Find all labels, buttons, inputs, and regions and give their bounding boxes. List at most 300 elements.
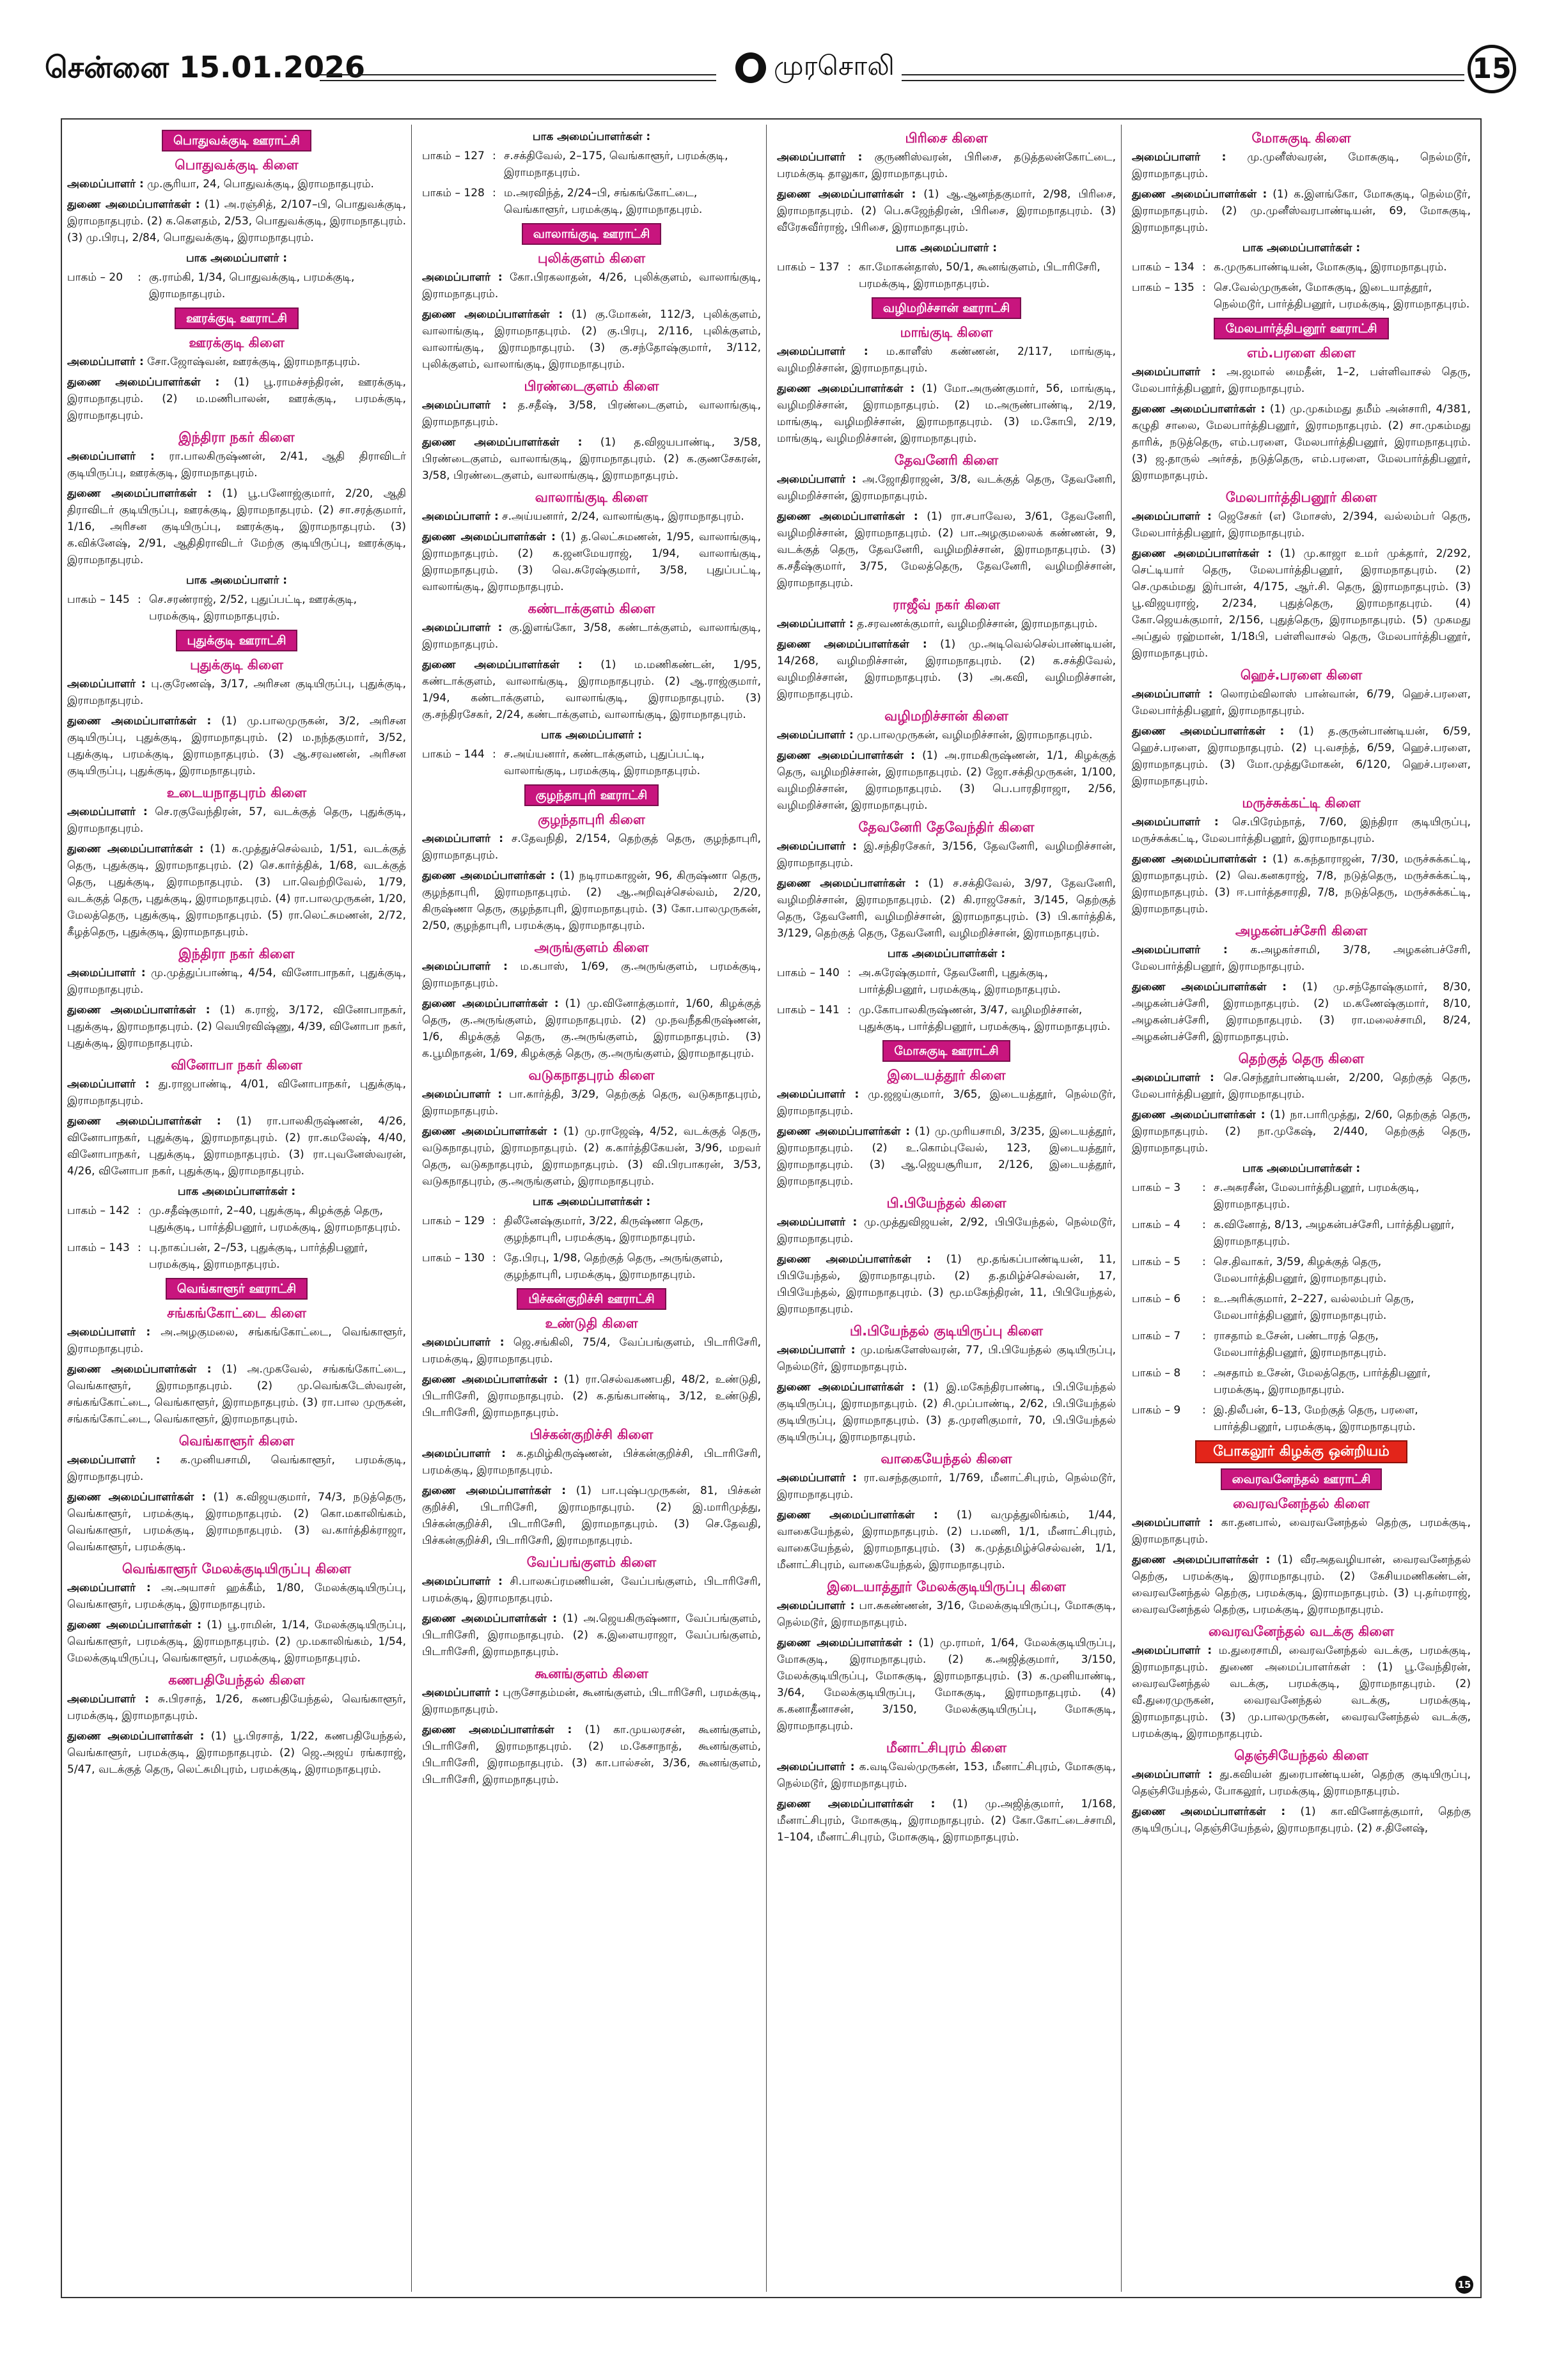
officer-role-label: துணை அமைப்பாளர்கள் : — [777, 188, 916, 201]
officer-entry — [67, 1452, 406, 1485]
officer-details: (1) பூ.ராமச்சந்திரன், ஊரக்குடி, இராமநாதபுரம். (2) ம.மணிபாலன், ஊரக்குடி, பரமக்குடி, இராமநாதபுரம். — [67, 376, 406, 422]
booth-number: பாகம் – 4 — [1132, 1218, 1181, 1231]
officer-role-label: துணை அமைப்பாளர்கள் : — [67, 1115, 221, 1128]
officer-role-label: துணை அமைப்பாளர்கள் : — [777, 1509, 938, 1521]
footer-page-number: 15 — [1455, 2276, 1473, 2294]
officer-role-label: அமைப்பாளர் : — [422, 1447, 506, 1460]
officer-details: மு.ஜஜய்குமார், 3/65, இடையத்தூர், நெல்மடூர், இராமநாதபுரம். — [777, 1088, 1116, 1117]
officer-details: (1) ஆ.ஆனந்தகுமார், 2/98, பிரிசை, இராமநாதபுரம். (2) பெ.சுஜேந்திரன், பிரிசை, இராமநாதபுரம். (3) வீரேசுவீர்ராஜ், பிரிசை, இராமநாதபுரம். — [777, 188, 1116, 234]
officer-entry — [1132, 1642, 1471, 1742]
union-heading: போகலூர் கிழக்கு ஒன்றியம் — [1195, 1440, 1407, 1463]
officer-entry — [67, 1728, 406, 1778]
panchayat-heading: மோசுகுடி ஊராட்சி — [882, 1040, 1010, 1062]
officer-entry — [777, 1379, 1116, 1445]
officer-entry — [777, 636, 1116, 703]
officer-role-label: துணை அமைப்பாளர்கள் : — [422, 1484, 567, 1497]
branch-heading: கண்டாக்குளம் கிளை — [528, 601, 655, 616]
officer-details: (1) அ.ரஞ்சித், 2/107–பி, பொதுவக்குடி, இராமநாதபுரம். (2) க.கௌதம், 2/53, பொதுவக்குடி, இராமநாதபுரம். (3) மு.பிரபு, 2/84, பொதுவக்குடி, இராமநாதபுரம். — [67, 198, 406, 244]
panchayat-heading: வழிமறிச்சான் ஊராட்சி — [872, 297, 1021, 319]
panchayat-heading: பொதுவக்குடி ஊராட்சி — [162, 130, 311, 152]
officer-role-label: அமைப்பாளர் : — [1132, 944, 1228, 956]
officer-role-label: துணை அமைப்பாளர்கள் : — [1132, 1553, 1271, 1566]
booth-separator: : — [1202, 1256, 1206, 1268]
officer-entry — [422, 1445, 761, 1479]
booth-separator: : — [1202, 1404, 1206, 1417]
officer-details: க.முனியசாமி, வெங்காளூர், பரமக்குடி, இராமநாதபுரம். — [67, 1454, 406, 1483]
officer-entry — [1132, 149, 1471, 182]
officer-details: கோ.பிரகலாதன், 4/26, புலிக்குளம், வாலாங்குடி, இராமநாதபுரம். — [422, 271, 761, 300]
officer-role-label: அமைப்பாளர் : — [422, 1336, 505, 1349]
officer-role-label: துணை அமைப்பாளர்கள் : — [422, 1125, 558, 1138]
booth-officer-details: மு.கோபாலகிருஷ்ணன், 3/47, வழிமறிச்சான், புதுக்குடி, பார்த்திபனூர், பரமக்குடி, இராமநாதபுரம். — [859, 1004, 1111, 1033]
panchayat-heading: ஊரக்குடி ஊராட்சி — [175, 307, 299, 329]
officer-role-label: துணை அமைப்பாளர்கள் : — [67, 1619, 202, 1631]
officer-role-label: அமைப்பாளர் : — [1132, 688, 1213, 701]
officer-role-label: துணை அமைப்பாளர்கள் : — [1132, 188, 1267, 201]
booth-entry — [67, 591, 406, 625]
officer-role-label: அமைப்பாளர் : — [422, 1575, 503, 1588]
branch-heading: வைரவனேந்தல் வடக்கு கிளை — [1208, 1624, 1395, 1639]
booth-number: பாகம் – 145 — [67, 593, 130, 606]
officer-details: மு.முத்துவிஜயன், 2/92, பிபியேந்தல், நெல்மடூர், இராமநாதபுரம். — [777, 1216, 1116, 1245]
officer-entry — [1132, 979, 1471, 1045]
officer-details: (1) மு.காஜா உமர் முக்தார், 2/292, செட்டியார் தெரு, மேலபார்த்திபனூர், இராமநாதபுரம். (2) செ.முகம்மது இர்பான், 4/175, ஆர்.சி. தெரு, இராமநாதபுரம். (3) பூ.விஜயராஜ், 2/234, புதுத்தெரு, இராமநாதபுரம். (4) கோ.ஜெயக்குமார், 2/156, புதுத்தெரு, இராமநாதபுரம். (5) முகமது அப்துல் ரஹ்மான், 1/18பி, பள்ளிவாசல் தெரு, மேலபார்த்திபனூர், இராமநாதபுரம். — [1132, 547, 1471, 660]
officer-entry — [777, 1635, 1116, 1734]
officer-entry — [67, 1580, 406, 1613]
officer-entry — [777, 875, 1116, 942]
column-1 — [67, 125, 406, 2292]
officer-entry — [422, 958, 761, 992]
column-divider — [766, 125, 767, 2292]
officer-role-label: துணை அமைப்பாளர்கள் : — [67, 198, 200, 211]
section-subheading: பாக அமைப்பாளர்கள் : — [532, 1195, 651, 1208]
branch-heading: பிரண்டைகுளம் கிளை — [524, 378, 659, 394]
booth-entry — [777, 1002, 1116, 1035]
branch-heading: பி.பியேந்தல் குடியிருப்பு கிளை — [850, 1323, 1043, 1339]
officer-details: (1) க.முத்துச்செல்வம், 1/51, வடக்குத் தெரு, புதுக்குடி, இராமநாதபுரம். (2) செ.கார்த்திக், 1/68, வடக்குத் தெரு, புதுக்குடி, இராமநாதபுரம். (3) பா.வெற்றிவேல், 1/79, வடக்குத் தெரு, புதுக்குடி, இராமநாதபுரம். (4) ரா.பாலமுருகன், 1/20, மேலத்தெரு, புதுக்குடி, இராமநாதபுரம். (5) ரா.லெட்சுமணன், 2/72, கீழத்தெரு, புதுக்குடி, இராமநாதபுரம். — [67, 843, 406, 938]
booth-entry — [67, 269, 406, 302]
branch-heading: வெங்காளூர் கிளை — [178, 1433, 295, 1449]
officer-entry — [777, 1342, 1116, 1375]
branch-heading: பிரிசை கிளை — [905, 130, 988, 146]
officer-entry — [67, 1489, 406, 1555]
officer-entry — [1132, 186, 1471, 236]
officer-details: செ.ரகுவேந்திரன், 57, வடக்குத் தெரு, புதுக்குடி, இராமநாதபுரம். — [67, 805, 406, 835]
officer-role-label: துணை அமைப்பாளர்கள் : — [422, 997, 559, 1010]
officer-details: மு.முத்துப்பாண்டி, 4/54, வினோபாநகர், புதுக்குடி, இராமநாதபுரம். — [67, 967, 406, 996]
booth-entry — [422, 185, 761, 218]
branch-heading: கூனங்குளம் கிளை — [535, 1666, 648, 1681]
officer-entry — [777, 380, 1116, 447]
booth-entry — [1132, 1291, 1471, 1324]
officer-details: ச.தேவநிதி, 2/154, தெற்குத் தெரு, குழந்தாபுரி, இராமநாதபுரம். — [422, 832, 761, 862]
officer-role-label: துணை அமைப்பாளர்கள் : — [422, 308, 563, 321]
officer-entry — [777, 471, 1116, 504]
officer-entry — [422, 867, 761, 934]
officer-details: சோ.ஜோஷ்வன், ஊரக்குடி, இராமநாதபுரம். — [143, 355, 361, 368]
booth-number: பாகம் – 5 — [1132, 1256, 1181, 1268]
officer-details: (1) மு.ராஜேஷ், 4/52, வடக்குத் தெரு, வடுகநாதபுரம், இராமநாதபுரம். (2) க.கார்த்திகேயன், 3/96, மறவர் தெரு, வடுகநாதபுரம், இராமநாதபுரம். (3) வி.பிரபாகரன், 3/53, வடுகநாதபுரம், கு.அருங்குளம், இராமநாதபுரம். — [422, 1125, 761, 1188]
officer-role-label: அமைப்பாளர் : — [67, 1326, 151, 1339]
officer-details: (1) ம.மணிகண்டன், 1/95, கண்டாக்குளம், வாலாங்குடி, இராமநாதபுரம். (2) ஆ.ராஜ்குமார், 1/94, கண்டாக்குளம், வாலாங்குடி, இராமநாதபுரம். (3) கு.சந்திரசேகர், 2/24, கண்டாக்குளம், வாலாங்குடி, இராமநாதபுரம். — [422, 658, 761, 721]
booth-number: பாகம் – 128 — [422, 187, 485, 199]
booth-officer-details: ச.சக்திவேல், 2–175, வெங்காளூர், பரமக்குடி, இராமநாதபுரம். — [504, 150, 728, 179]
officer-role-label: அமைப்பாளர் : — [67, 178, 144, 191]
branch-heading: வினோபா நகர் கிளை — [171, 1057, 302, 1073]
officer-details: (1) த.லெட்சுமணன், 1/95, வாலாங்குடி, இராமநாதபுரம். (2) க.ஜனமேயராஜ், 1/94, வாலாங்குடி, இராமநாதபுரம். (3) வெ.சுரேஷ்குமார், 3/58, புதுப்பட்டி, வாலாங்குடி, இராமநாதபுரம். — [422, 531, 761, 593]
booth-officer-details: தே.பிரபு, 1/98, தெற்குத் தெரு, அருங்குளம், குழந்தாபுரி, பரமக்குடி, இராமநாதபுரம். — [504, 1252, 723, 1281]
officer-role-label: அமைப்பாளர் : — [422, 960, 508, 973]
officer-role-label: துணை அமைப்பாளர்கள் : — [67, 1363, 212, 1376]
booth-entry — [67, 1202, 406, 1236]
booth-entry — [1132, 1328, 1471, 1361]
officer-details: ம.காளீஸ் கண்ணன், 2/117, மாங்குடி, வழிமறிச்சான், இராமநாதபுரம். — [777, 345, 1116, 375]
officer-role-label: துணை அமைப்பாளர்கள் : — [67, 715, 212, 727]
officer-role-label: துணை அமைப்பாளர்கள் : — [422, 1373, 558, 1386]
officer-entry — [777, 149, 1116, 182]
officer-role-label: அமைப்பாளர் : — [1132, 816, 1219, 828]
booth-separator: : — [137, 271, 141, 284]
officer-details: த.சரவணக்குமார், வழிமறிச்சான், இராமநாதபுரம். — [853, 618, 1098, 630]
officer-entry — [422, 1371, 761, 1421]
officer-entry — [67, 1691, 406, 1724]
booth-separator: : — [1202, 1367, 1206, 1380]
officer-role-label: அமைப்பாளர் : — [422, 271, 503, 284]
booth-separator: : — [1202, 281, 1206, 294]
officer-details: மு.பாலமுருகன், வழிமறிச்சான், இராமநாதபுரம். — [853, 729, 1093, 742]
officer-entry — [422, 269, 761, 302]
officer-role-label: துணை அமைப்பாளர்கள் : — [1132, 403, 1265, 416]
officer-details: லொரம்விலாஸ் பான்வான், 6/79, ஹெச்.பரளை, மேலபார்த்திபனூர், இராமநாதபுரம். — [1132, 688, 1471, 717]
officer-details: பா.சுகண்ணன், 3/16, மேலக்குடியிருப்பு, மோசுகுடி, நெல்மடூர், இராமநாதபுரம். — [777, 1599, 1116, 1629]
officer-role-label: அமைப்பாளர் : — [67, 678, 146, 690]
officer-role-label: துணை அமைப்பாளர்கள் : — [777, 877, 920, 890]
officer-details: க.அழகர்சாமி, 3/78, அழகன்பச்சேரி, மேலபார்த்திபனூர், இராமநாதபுரம். — [1132, 944, 1471, 973]
column-2 — [422, 125, 761, 2292]
officer-details: (1) மூ.தங்கப்பாண்டியன், 11, பிபியேந்தல், இராமநாதபுரம். (2) த.தமிழ்ச்செல்வன், 17, பிபியேந்தல், இராமநாதபுரம். (3) மூ.மகேந்திரன், 11, பிபியேந்தல், இராமநாதபுரம். — [777, 1253, 1116, 1316]
officer-entry — [1132, 364, 1471, 397]
booth-officer-details: ராசதாம் உசேன், பண்டாரத் தெரு, மேலபார்த்திபனூர், இராமநாதபுரம். — [1214, 1330, 1387, 1359]
section-subheading: பாக அமைப்பாளர்கள் : — [532, 130, 651, 143]
branch-heading: வாகையேந்தல் கிளை — [881, 1451, 1012, 1466]
officer-entry — [1132, 723, 1471, 789]
officer-details: (1) மு.பாலமுருகன், 3/2, அரிசன குடியிருப்பு, புதுக்குடி, இராமநாதபுரம். (2) ம.நந்தகுமார், 3/52, புதுக்குடி, பரமக்குடி, இராமநாதபுரம். (3) ஆ.சரவணன், அரிசன குடியிருப்பு, புதுக்குடி, இராமநாதபுரம். — [67, 715, 406, 777]
officer-role-label: அமைப்பாளர் : — [777, 729, 854, 742]
officer-entry — [1132, 814, 1471, 847]
officer-details: (1) பூ.பனோஜ்குமார், 2/20, ஆதி திராவிடர் குடியிருப்பு, ஊரக்குடி, இராமநாதபுரம். (2) சா.சரத்குமார், 1/16, அரிசன குடியிருப்பு, ஊரக்குடி, இராமநாதபுரம். (3) க.விக்னேஷ், 2/91, ஆதிதிராவிடர் மேற்கு குடியிருப்பு, ஊரக்குடி, இராமநாதபுரம். — [67, 487, 406, 566]
booth-officer-details: செ.வேல்முருகன், மோசுகுடி, இடையாத்தூர், நெல்மடூர், பார்த்திபனூர், பரமக்குடி, இராமநாதபுரம். — [1214, 281, 1470, 311]
officer-entry — [1132, 508, 1471, 541]
officer-details: (1) மோ.அருண்குமார், 56, மாங்குடி, வழிமறிச்சான், இராமநாதபுரம். (2) ம.அருண்பாண்டி, 2/19, மாங்குடி, வழிமறிச்சான், இராமநாதபுரம். (3) ம.கோபி, 2/19, மாங்குடி, வழிமறிச்சான், இராமநாதபுரம். — [777, 382, 1116, 445]
officer-role-label: அமைப்பாளர் : — [422, 832, 504, 845]
officer-details: (1) த.குருன்பாண்டியன், 6/59, ஹெச்.பரளை, இராமநாதபுரம். (2) பு.வசந்த், 6/59, ஹெச்.பரளை, இராமநாதபுரம். (3) மோ.முத்துமோகன், 6/120, ஹெச்.பரளை, இராமநாதபுரம். — [1132, 725, 1471, 788]
booth-number: பாகம் – 6 — [1132, 1293, 1181, 1305]
officer-entry — [1132, 1514, 1471, 1548]
booth-entry — [67, 1240, 406, 1273]
booth-separator: : — [137, 1241, 141, 1254]
officer-role-label: துணை அமைப்பாளர்கள் : — [777, 749, 915, 762]
booth-officer-details: அசதாம் உசேன், மேலத்தெரு, பார்த்திபனூர், பரமக்குடி, இராமநாதபுரம். — [1214, 1367, 1431, 1396]
officer-role-label: துணை அமைப்பாளர்கள் : — [67, 843, 204, 855]
officer-entry — [1132, 1107, 1471, 1156]
officer-details: ச.அய்யனார், 2/24, வாலாங்குடி, இராமநாதபுரம். — [498, 510, 744, 523]
officer-details: ரா.பாலகிருஷ்ணன், 2/41, ஆதி திராவிடர் குடியிருப்பு, ஊரக்குடி, இராமநாதபுரம். — [67, 450, 406, 479]
officer-role-label: அமைப்பாளர் : — [777, 1344, 856, 1357]
officer-role-label: அமைப்பாளர் : — [777, 1599, 855, 1612]
officer-entry — [1132, 1552, 1471, 1618]
officer-role-label: துணை அமைப்பாளர்கள் : — [67, 1730, 205, 1743]
officer-role-label: அமைப்பாளர் : — [422, 510, 499, 523]
booth-number: பாகம் – 142 — [67, 1204, 130, 1217]
section-subheading: பாக அமைப்பாளர்கள் : — [177, 1185, 296, 1198]
branch-heading: தெற்குத் தெரு கிளை — [1238, 1051, 1365, 1066]
officer-role-label: துணை அமைப்பாளர்கள் : — [422, 1612, 557, 1625]
booth-separator: : — [1202, 261, 1206, 274]
officer-details: (1) மு.அஜித்குமார், 1/168, மீனாட்சிபுரம், மோசுகுடி, இராமநாதபுரம். (2) கோ.கோட்டைச்சாமி, 1–104, மீனாட்சிபுரம், மோசுகுடி, இராமநாதபுரம். — [777, 1798, 1116, 1844]
masthead — [38, 45, 1512, 109]
officer-entry — [67, 1076, 406, 1109]
booth-number: பாகம் – 143 — [67, 1241, 130, 1254]
booth-number: பாகம் – 9 — [1132, 1404, 1181, 1417]
officer-entry — [422, 1123, 761, 1190]
officer-entry — [422, 619, 761, 653]
officer-entry — [67, 1361, 406, 1427]
booth-separator: : — [1202, 1293, 1206, 1305]
officer-details: (1) வமுத்துலிங்கம், 1/44, வாகையேந்தல், இராமநாதபுரம். (2) ப.மணி, 1/1, மீனாட்சிபுரம், வாகையேந்தல், இராமநாதபுரம். (3) க.முத்தமிழ்ச்செல்வன், 1/1, மீனாட்சிபுரம், வாகையேந்தல், இராமநாதபுரம். — [777, 1509, 1116, 1571]
officer-entry — [777, 1796, 1116, 1846]
officer-role-label: அமைப்பாளர் : — [777, 473, 857, 486]
branch-heading: உடையநாதபுரம் கிளை — [166, 785, 307, 800]
panchayat-heading: வாலாங்குடி ஊராட்சி — [522, 223, 662, 245]
officer-entry — [422, 1086, 761, 1119]
officer-entry — [1132, 545, 1471, 662]
branch-heading: கணபதியேந்தல் கிளை — [168, 1672, 305, 1688]
branch-heading: மீனாட்சிபுரம் கிளை — [886, 1740, 1007, 1755]
officer-role-label: துணை அமைப்பாளர்கள் : — [1132, 853, 1267, 866]
officer-details: (1) இ.மகேந்திரபாண்டி, பி.பியேந்தல் குடியிருப்பு, இராமநாதபுரம். (2) சி.முப்பாண்டி, 2/62, பி.பியேந்தல் குடியிருப்பு, இராமநாதபுரம். (3) த.முரளிகுமார், 70, பி.பியேந்தல் குடியிருப்பு, இராமநாதபுரம். — [777, 1381, 1116, 1443]
booth-entry — [422, 1213, 761, 1246]
officer-details: (1) பூ.பிரசாத், 1/22, கணபதியேந்தல், வெங்காளூர், பரமக்குடி, இராமநாதபுரம். (2) ஜெ.அஜய் ரங்கராஜ், 5/47, வடக்குத் தெரு, லெட்சுமிபுரம், பரமக்குடி, இராமநாதபுரம். — [67, 1730, 406, 1776]
officer-details: (1) வீரஅதவழியான், வைரவனேந்தல் தெற்கு, பரமக்குடி, இராமநாதபுரம். (2) கேசியமணிகண்டன், வைரவனேந்தல் தெற்கு, பரமக்குடி, இராமநாதபுரம். (3) பு.தர்மராஜ், வைரவனேந்தல் தெற்கு, பரமக்குடி, இராமநாதபுரம். — [1132, 1553, 1471, 1616]
officer-role-label: துணை அமைப்பாளர்கள் : — [1132, 1805, 1286, 1818]
officer-details: க.தமிழ்கிருஷ்ணன், பிச்கன்குறிச்சி, பிடாரிசேரி, பரமக்குடி, இராமநாதபுரம். — [422, 1447, 761, 1477]
officer-entry — [422, 508, 761, 525]
officer-role-label: அமைப்பாளர் : — [1132, 1516, 1214, 1529]
officer-details: (1) அ.முகவேல், சங்கங்கோட்டை, வெங்காளூர், இராமநாதபுரம். (2) மு.வெங்கடேஸ்வரன், சங்கங்கோட்டை, வெங்காளூர், இராமநாதபுரம். (3) ரா.பால முருகன், சங்கங்கோட்டை, வெங்காளூர், இராமநாதபுரம். — [67, 1363, 406, 1426]
officer-role-label: துணை அமைப்பாளர்கள் : — [422, 436, 583, 449]
officer-details: (1) மு.சந்தோஷ்குமார், 8/30, அழகன்பச்சேரி, இராமநாதபுரம். (2) ம.கணேஷ்குமார், 8/10, அழகன்பச்சேரி, இராமநாதபுரம். (3) ரா.மலைச்சாமி, 8/24, அழகன்பச்சேரி, இராமநாதபுரம். — [1132, 981, 1471, 1043]
officer-role-label: அமைப்பாளர் : — [777, 1088, 859, 1101]
officer-details: சு.பிரசாத், 1/26, கணபதியேந்தல், வெங்காளூர், பரமக்குடி, இராமநாதபுரம். — [67, 1693, 406, 1722]
panchayat-heading: வெங்காளூர் ஊராட்சி — [166, 1278, 308, 1300]
officer-role-label: அமைப்பாளர் : — [1132, 510, 1212, 523]
officer-details: (1) கு.மோகன், 112/3, புலிக்குளம், வாலாங்குடி, இராமநாதபுரம். (2) கு.பிரபு, 2/116, புலிக்குளம், வாலாங்குடி, இராமநாதபுரம். (3) கு.சந்தோஷ்குமார், 3/112, புலிக்குளம், வாலாங்குடி, இராமநாதபுரம். — [422, 308, 761, 371]
branch-heading: உண்டுதி கிளை — [545, 1316, 638, 1331]
officer-entry — [67, 676, 406, 709]
panchayat-heading: குழந்தாபுரி ஊராட்சி — [524, 784, 659, 806]
officer-role-label: அமைப்பாளர் : — [67, 355, 144, 368]
officer-details: (1) க.ராஜ், 3/172, வினோபாநகர், புதுக்குடி, இராமநாதபுரம். (2) வெயிரவிஷ்ணு, 4/39, வினோபா நகர், புதுக்குடி, இராமநாதபுரம். — [67, 1004, 406, 1050]
branch-heading: பொதுவக்குடி கிளை — [175, 157, 299, 173]
booth-entry — [1132, 1179, 1471, 1213]
officer-entry — [67, 1617, 406, 1667]
officer-entry — [422, 434, 761, 484]
officer-role-label: அமைப்பாளர் : — [777, 618, 854, 630]
branch-heading: அருங்குளம் கிளை — [534, 940, 649, 955]
booth-officer-details: ச.அய்யனார், கண்டாக்குளம், புதுப்பட்டி, வாலாங்குடி, பரமக்குடி, இராமநாதபுரம். — [504, 748, 705, 777]
officer-role-label: அமைப்பாளர் : — [777, 1472, 857, 1484]
masthead-rule-left — [320, 74, 716, 81]
officer-role-label: அமைப்பாளர் : — [777, 840, 857, 853]
officer-role-label: துணை அமைப்பாளர்கள் : — [777, 1381, 916, 1394]
booth-officer-details: ச.அசுரசீன், மேலபார்த்திபனூர், பரமக்குடி, இராமநாதபுரம். — [1214, 1181, 1420, 1211]
branch-heading: அழகன்பச்சேரி கிளை — [1235, 923, 1368, 938]
officer-entry — [67, 804, 406, 837]
branch-heading: வடுகநாதபுரம் கிளை — [528, 1068, 655, 1083]
booth-entry — [422, 1250, 761, 1283]
booth-separator: : — [492, 1215, 496, 1227]
officer-entry — [777, 1214, 1116, 1247]
officer-role-label: துணை அமைப்பாளர்கள் : — [67, 1491, 206, 1504]
officer-role-label: துணை அமைப்பாளர்கள் : — [422, 658, 583, 671]
officer-entry — [67, 841, 406, 940]
officer-details: க.வடிவேல்முருகன், 153, மீனாட்சிபுரம், மோசுகுடி, நெல்மடூர், இராமநாதபுரம். — [777, 1761, 1116, 1790]
officer-details: குருணிஸ்வரன், பிரிசை, தடுத்தலன்கோட்டை, பரமக்குடி தாலுகா, இராமநாதபுரம். — [777, 151, 1116, 180]
officer-entry — [777, 1598, 1116, 1631]
branch-heading: பி.பியேந்தல் கிளை — [886, 1195, 1006, 1211]
officer-details: மு.சூரியா, 24, பொதுவக்குடி, இராமநாதபுரம். — [143, 178, 374, 191]
officer-details: து.ராஜபாண்டி, 4/01, வினோபாநகர், புதுக்குடி, இராமநாதபுரம். — [67, 1078, 406, 1107]
officer-details: பு.குரேணஷ், 3/17, அரிசன குடியிருப்பு, புதுக்குடி, இராமநாதபுரம். — [67, 678, 406, 707]
officer-entry — [67, 485, 406, 568]
officer-role-label: அமைப்பாளர் : — [422, 399, 507, 412]
officer-details: (1) மு.முகம்மது தமீம் அன்சாரி, 4/381, கழுதி சாலை, மேலபார்த்திபனூர், இராமநாதபுரம். (2) சா.முகம்மது தாரிக், நடுத்தெரு, எம்.பரளை, மேலபார்த்திபனூர், இராமநாதபுரம். (3) ஜ.தாருல் அர்சத், நடுத்தெரு, எம்.பரளை, மேலபார்த்திபனூர், இராமநாதபுரம். — [1132, 403, 1471, 482]
officer-entry — [1132, 401, 1471, 484]
booth-entry — [1132, 1217, 1471, 1250]
booth-officer-details: திலீனேஷ்குமார், 3/22, கிருஷ்ணா தெரு, குழந்தாபுரி, பரமக்குடி, இராமநாதபுரம். — [504, 1215, 703, 1244]
booth-number: பாகம் – 135 — [1132, 281, 1194, 294]
officer-role-label: துணை அமைப்பாளர்கள் : — [67, 1004, 210, 1016]
officer-entry — [67, 354, 406, 370]
branch-heading: பிச்கன்குறிச்சி கிளை — [529, 1427, 654, 1442]
column-divider — [1121, 125, 1122, 2292]
officer-role-label: அமைப்பாளர் : — [1132, 366, 1216, 378]
officer-details: புருசோதம்மன், கூனங்குளம், பிடாரிசேரி, பரமக்குடி, இராமநாதபுரம். — [422, 1686, 761, 1716]
officer-entry — [422, 1482, 761, 1549]
section-subheading: பாக அமைப்பாளர் : — [895, 242, 998, 254]
officer-entry — [1132, 1766, 1471, 1800]
officer-details: த.சதீஷ், 3/58, பிரண்டைகுளம், வாலாங்குடி, இராமநாதபுரம். — [422, 399, 761, 428]
officer-role-label: துணை அமைப்பாளர்கள் : — [67, 376, 220, 389]
officer-role-label: துணை அமைப்பாளர்கள் : — [1132, 981, 1287, 993]
officer-details: அ.ஜோதிராஜன், 3/8, வடக்குத் தெரு, தேவனேரி, வழிமறிச்சான், இராமநாதபுரம். — [777, 473, 1116, 502]
branch-heading: புலிக்குளம் கிளை — [537, 251, 646, 266]
officer-role-label: துணை அமைப்பாளர்கள் : — [1132, 1108, 1265, 1121]
branch-heading: வழிமறிச்சான் கிளை — [884, 708, 1008, 724]
booth-entry — [422, 148, 761, 181]
booth-officer-details: அ.சுரேஷ்குமார், தேவனேரி, புதுக்குடி, பார்த்திபனூர், பரமக்குடி, இராமநாதபுரம். — [859, 967, 1061, 996]
officer-details: (1) கா.முயலரசன், கூனங்குளம், பிடாரிசேரி, இராமநாதபுரம். (2) ம.கேசாநாத், கூனங்குளம், பிடாரிசேரி, இராமநாதபுரம். (3) கா.பால்சன், 3/36, கூனங்குளம், பிடாரிசேரி, இராமநாதபுரம். — [422, 1723, 761, 1786]
officer-details: ம.துரைசாமி, வைரவனேந்தல் வடக்கு, பரமக்குடி, இராமநாதபுரம். துணை அமைப்பாளர்கள் : (1) பூ.வேந்திரன், வைரவனேந்தல் வடக்கு, பரமக்குடி, இராமநாதபுரம். (2) வீ.துரைமுருகன், வைரவனேந்தல் வடக்கு, பரமக்குடி, இராமநாதபுரம். (3) மு.பாலமுருகன், வைரவனேந்தல் வடக்கு, பரமக்குடி, இராமநாதபுரம். — [1132, 1644, 1471, 1740]
officer-entry — [67, 1002, 406, 1052]
officer-entry — [67, 448, 406, 481]
officer-entry — [777, 616, 1116, 632]
officer-details: (1) பூ.ராமின், 1/14, மேலக்குடியிருப்பு, வெங்காளூர், பரமக்குடி, இராமநாதபுரம். (2) மு.மகாலிங்கம், 1/54, மேலக்குடியிருப்பு, வெங்காளூர், பரமக்குடி, இராமநாதபுரம். — [67, 1619, 406, 1665]
branch-heading: மோசுகுடி கிளை — [1251, 130, 1351, 146]
officer-details: கு.இளங்கோ, 3/58, கண்டாக்குளம், வாலாங்குடி, இராமநாதபுரம். — [422, 621, 761, 651]
officer-entry — [67, 1113, 406, 1179]
officer-details: (1) த.விஜயபாண்டி, 3/58, பிரண்டைகுளம், வாலாங்குடி, இராமநாதபுரம். (2) க.குணசேகரன், 3/58, பிரண்டைகுளம், வாலாங்குடி, இராமநாதபுரம். — [422, 436, 761, 482]
branch-heading: ராஜீவ் நகர் கிளை — [893, 597, 1000, 612]
newspaper-brand — [735, 50, 895, 85]
branch-heading: தேவனேரி தேவேந்திர் கிளை — [858, 820, 1035, 835]
officer-role-label: துணை அமைப்பாளர்கள் : — [1132, 725, 1285, 738]
officer-entry — [422, 1722, 761, 1788]
officer-entry — [67, 965, 406, 998]
booth-officer-details: மு.சதீஷ்குமார், 2–40, புதுக்குடி, கிழக்குத் தெரு, புதுக்குடி, பார்த்திபனூர், பரமக்குடி, இராமநாதபுரம். — [149, 1204, 401, 1234]
booth-officer-details: க.வினோத், 8/13, அழகன்பச்சேரி, பார்த்திபனூர், இராமநாதபுரம். — [1214, 1218, 1455, 1248]
booth-separator: : — [1202, 1330, 1206, 1342]
branch-heading: இடையத்தூர் கிளை — [887, 1068, 1006, 1083]
booth-entry — [1132, 1365, 1471, 1398]
officer-entry — [1132, 686, 1471, 719]
branch-heading: இந்திரா நகர் கிளை — [178, 430, 295, 445]
officer-entry — [422, 1684, 761, 1718]
officer-role-label: அமைப்பாளர் : — [67, 1582, 151, 1594]
officer-details: (1) க.இளங்கோ, மோசுகுடி, நெல்மடூர், இராமநாதபுரம். (2) மு.முனீஸ்வரபாண்டியன், 69, மோசுகுடி, இராமநாதபுரம். — [1132, 188, 1471, 234]
officer-role-label: அமைப்பாளர் : — [67, 1078, 150, 1091]
officer-details: மு.மங்களேஸ்வரன், 77, பி.பியேந்தல் குடியிருப்பு, நெல்மடூர், இராமநாதபுரம். — [777, 1344, 1116, 1373]
officer-details: (1) கா.வினோத்குமார், தெற்கு குடியிருப்பு, தெஞ்சியேந்தல், இராமநாதபுரம். (2) ச.தினேஷ், — [1132, 1805, 1471, 1835]
officer-details: பா.கார்த்தி, 3/29, தெற்குத் தெரு, வடுகநாதபுரம், இராமநாதபுரம். — [422, 1088, 761, 1117]
officer-role-label: துணை அமைப்பாளர்கள் : — [67, 487, 212, 500]
officer-entry — [777, 838, 1116, 871]
booth-number: பாகம் – 7 — [1132, 1330, 1181, 1342]
booth-separator: : — [492, 150, 496, 162]
officer-role-label: துணை அமைப்பாளர்கள் : — [422, 1723, 572, 1736]
officer-details: செ.பிரேம்நாத், 7/60, இந்திரா குடியிருப்பு, மருச்சுக்கட்டி, மேலபார்த்திபனூர், இராமநாதபுரம். — [1132, 816, 1471, 845]
officer-details: (1) ச.சக்திவேல், 3/97, தேவனேரி, வழிமறிச்சான், இராமநாதபுரம். (2) கி.ராஜசேகர், 3/145, தெற்குத் தெரு, தேவனேரி, வழிமறிச்சான், இராமநாதபுரம். (3) பி.கார்த்திக், 3/129, தெற்குத் தெரு, தேவனேரி, வழிமறிச்சான், இராமநாதபுரம். — [777, 877, 1116, 940]
booth-separator: : — [492, 187, 496, 199]
section-subheading: பாக அமைப்பாளர் : — [540, 729, 643, 742]
officer-entry — [422, 995, 761, 1062]
branch-heading: தெஞ்சியேந்தல் கிளை — [1234, 1748, 1368, 1763]
officer-details: ஜெசேகர் (எ) மோசஸ், 2/394, வல்லம்பர் தெரு, மேலபார்த்திபனூர், இராமநாதபுரம். — [1132, 510, 1471, 540]
officer-entry — [777, 1507, 1116, 1573]
officer-details: (1) மு.ராமர், 1/64, மேலக்குடியிருப்பு, மோசுகுடி, இராமநாதபுரம். (2) க.அஜித்குமார், 3/150, மேலக்குடியிருப்பு, மோசுகுடி, இராமநாதபுரம். (3) க.முனியாண்டி, 3/64, மேலக்குடியிருப்பு, மோசுகுடி, இராமநாதபுரம். (4) க.கனாதீனாசன், 3/150, மேலக்குடியிருப்பு, மோசுகுடி, இராமநாதபுரம். — [777, 1637, 1116, 1732]
branch-heading: ஊரக்குடி கிளை — [189, 335, 285, 350]
officer-details: (1) நடிராமகாஜன், 96, கிருஷ்ணா தெரு, குழந்தாபுரி, இராமநாதபுரம். (2) ஆ.அறிவுச்செல்வம், 2/20, கிருஷ்ணா தெரு, குழந்தாபுரி, இராமநாதபுரம். (3) கோ.பாலமுருகன், 2/50, குழந்தாபுரி, பரமக்குடி, இராமநாதபுரம். — [422, 869, 761, 932]
officer-entry — [777, 508, 1116, 591]
officer-role-label: அமைப்பாளர் : — [1132, 151, 1226, 164]
officer-details: (1) க.விஜயகுமார், 74/3, நடுத்தெரு, வெங்காளூர், பரமக்குடி, இராமநாதபுரம். (2) கொ.மகாலிங்கம், வெங்காளூர், பரமக்குடி, இராமநாதபுரம். (3) வ.கார்த்திக்ராஜா, வெங்காளூர், பரமக்குடி. — [67, 1491, 406, 1553]
officer-details: ஜெ.சங்கிலி, 75/4, வேப்பங்குளம், பிடாரிசேரி, பரமக்குடி, இராமநாதபுரம். — [422, 1336, 761, 1365]
booth-entry — [777, 259, 1116, 292]
officer-entry — [777, 727, 1116, 743]
booth-entry — [1132, 1254, 1471, 1287]
branch-heading: வேப்பங்குளம் கிளை — [526, 1555, 657, 1570]
branch-heading: புதுக்குடி கிளை — [190, 657, 283, 673]
column-4 — [1132, 125, 1471, 2292]
officer-role-label: துணை அமைப்பாளர்கள் : — [777, 1798, 936, 1810]
booth-number: பாகம் – 8 — [1132, 1367, 1181, 1380]
officer-entry — [422, 397, 761, 430]
officer-role-label: அமைப்பாளர் : — [67, 967, 146, 979]
booth-number: பாகம் – 137 — [777, 261, 840, 274]
officer-role-label: துணை அமைப்பாளர்கள் : — [777, 1637, 913, 1649]
officer-entry — [777, 1470, 1116, 1503]
column-3 — [777, 125, 1116, 2292]
